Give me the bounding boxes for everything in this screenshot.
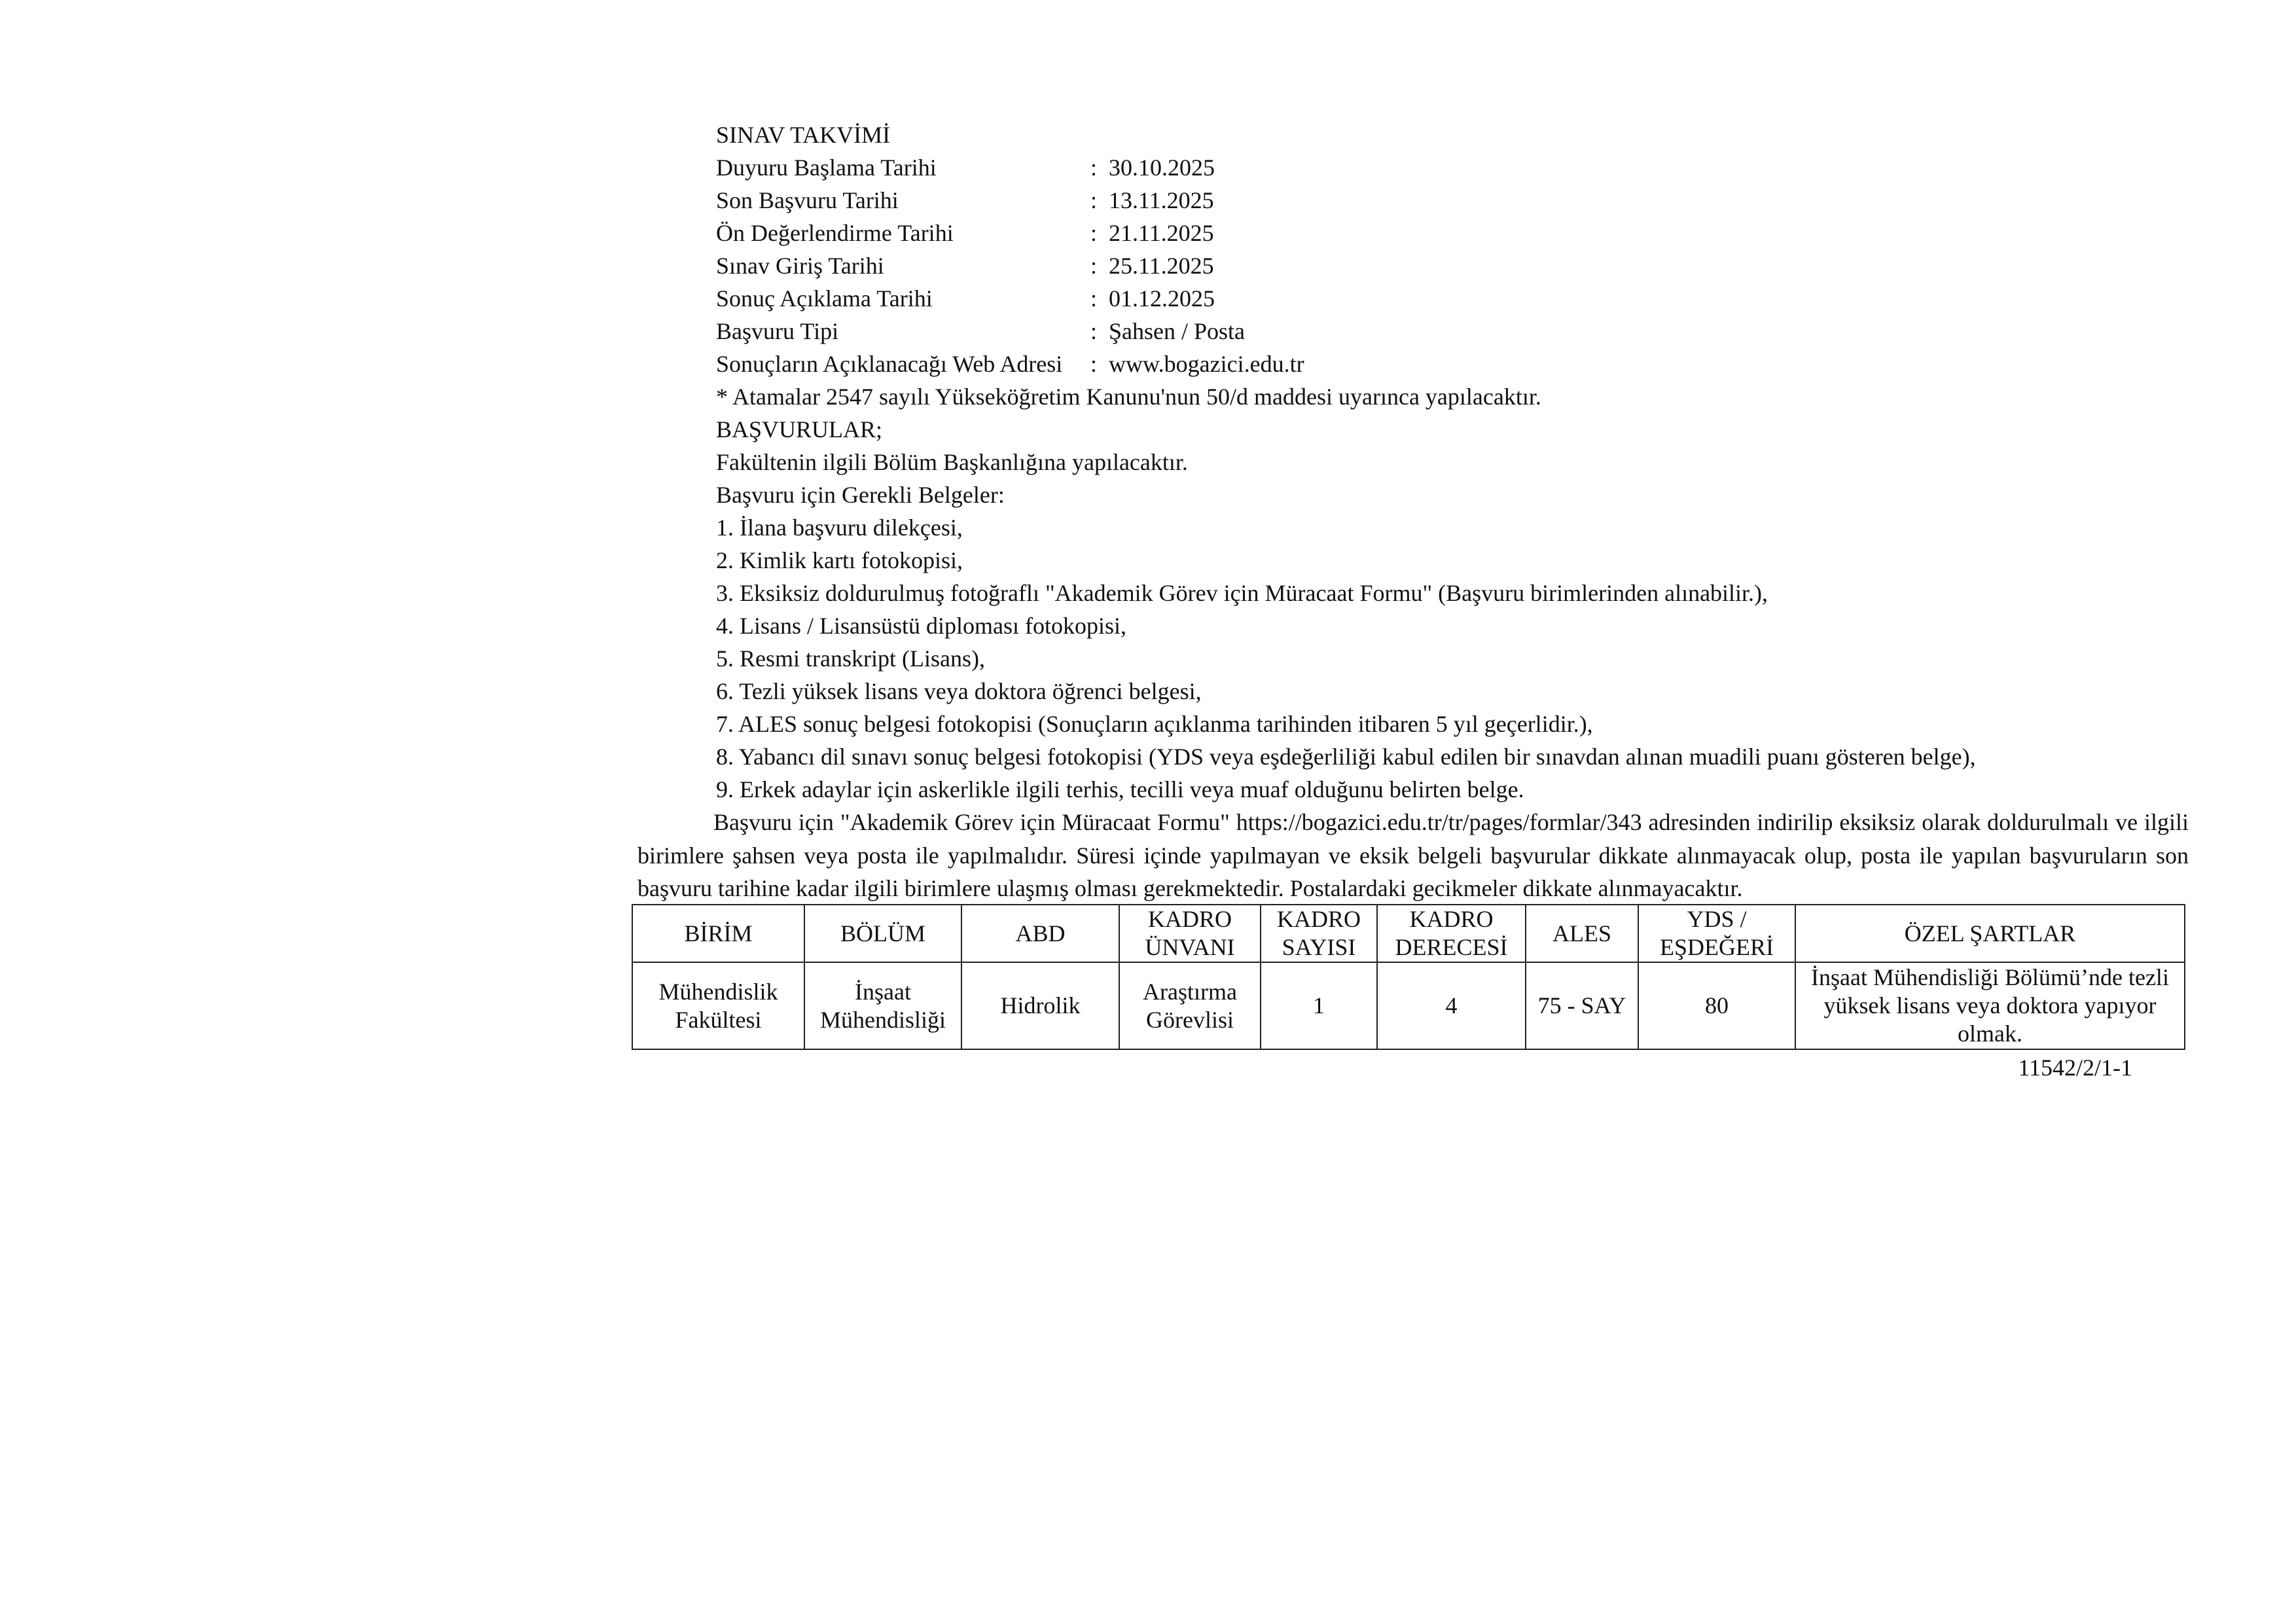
cell-abd: Hidrolik	[961, 962, 1119, 1049]
required-document-item: 1. İlana başvuru dilekçesi,	[716, 514, 963, 541]
results-website-link[interactable]: www.bogazici.edu.tr	[1109, 351, 1304, 377]
appointment-note: * Atamalar 2547 sayılı Yükseköğretim Kanunu'nun 50/d maddesi uyarınca yapılacaktır.	[716, 384, 1541, 410]
required-document-item: 2. Kimlik kartı fotokopisi,	[716, 547, 963, 573]
table-row	[632, 962, 2185, 1049]
applications-where: Fakültenin ilgili Bölüm Başkanlığına yapılacaktır.	[716, 449, 1188, 475]
schedule-separator: :	[1090, 351, 1098, 377]
required-document-item: 6. Tezli yüksek lisans veya doktora öğrenci belgesi,	[716, 678, 1202, 704]
header-birim: BİRİM	[632, 905, 804, 962]
application-instructions-paragraph: Başvuru için "Akademik Görev için Müracaat Formu" https://bogazici.edu.tr/tr/pages/formlar/343 adresinden indirilip eksiksiz olarak doldurulmalı ve ilgili birimlere şahsen veya posta ile yapılmalıdır. Süresi içinde yapılmayan ve eksik belgeli başvurular dikkate alınmayacak olup, posta ile yapılan başvuruların son başvuru tarihine kadar ilgili birimlere ulaşmış olması gerekmektedir. Postalardaki gecikmeler dikkate alınmayacaktır.	[637, 809, 2189, 901]
header-ozel-sartlar: ÖZEL ŞARTLAR	[1795, 905, 2185, 962]
header-ales: ALES	[1526, 905, 1638, 962]
schedule-label: Ön Değerlendirme Tarihi	[716, 220, 954, 246]
schedule-value: Şahsen / Posta	[1109, 318, 1246, 344]
cell-ozel-sartlar: İnşaat Mühendisliği Bölümü’nde tezli yüksek lisans veya doktora yapıyor olmak.	[1795, 962, 2185, 1049]
applications-heading: BAŞVURULAR;	[716, 416, 883, 442]
required-document-item: 5. Resmi transkript (Lisans),	[716, 645, 985, 672]
schedule-value: 13.11.2025	[1109, 187, 1214, 213]
schedule-title: SINAV TAKVİMİ	[716, 122, 891, 148]
required-document-item: 8. Yabancı dil sınavı sonuç belgesi fotokopisi (YDS veya eşdeğerliliği kabul edilen bir sınavdan alınan muadili puanı gösteren belge),	[716, 744, 1976, 770]
cell-ales: 75 - SAY	[1526, 962, 1638, 1049]
cell-kadro-unvani: Araştırma Görevlisi	[1119, 962, 1261, 1049]
schedule-separator: :	[1090, 154, 1098, 181]
header-kadro-derecesi: KADRO DERECESİ	[1377, 905, 1526, 962]
schedule-separator: :	[1090, 318, 1098, 344]
schedule-separator: :	[1090, 220, 1098, 246]
schedule-value: 25.11.2025	[1109, 253, 1214, 279]
announcement-reference-number: 11542/2/1-1	[2018, 1055, 2132, 1081]
schedule-value: 01.12.2025	[1109, 285, 1215, 312]
schedule-value: 30.10.2025	[1109, 154, 1215, 181]
cell-kadro-sayisi: 1	[1261, 962, 1377, 1049]
required-document-item: 3. Eksiksiz doldurulmuş fotoğraflı "Akademik Görev için Müracaat Formu" (Başvuru birimlerinden alınabilir.),	[716, 580, 1768, 606]
schedule-value: 21.11.2025	[1109, 220, 1214, 246]
schedule-label: Duyuru Başlama Tarihi	[716, 154, 937, 181]
header-kadro-sayisi: KADRO SAYISI	[1261, 905, 1377, 962]
schedule-separator: :	[1090, 253, 1098, 279]
required-document-item: 4. Lisans / Lisansüstü diploması fotokopisi,	[716, 613, 1126, 639]
schedule-separator: :	[1090, 285, 1098, 312]
schedule-label: Sonuçların Açıklanacağı Web Adresi	[716, 351, 1063, 377]
schedule-label: Başvuru Tipi	[716, 318, 839, 344]
schedule-label: Sonuç Açıklama Tarihi	[716, 285, 933, 312]
cell-yds-esdegeri: 80	[1638, 962, 1795, 1049]
header-kadro-unvani: KADRO ÜNVANI	[1119, 905, 1261, 962]
cell-kadro-derecesi: 4	[1377, 962, 1526, 1049]
required-document-item: 7. ALES sonuç belgesi fotokopisi (Sonuçların açıklanma tarihinden itibaren 5 yıl geçerlidir.),	[716, 711, 1593, 737]
header-yds-esdegeri: YDS / EŞDEĞERİ	[1638, 905, 1795, 962]
header-abd: ABD	[961, 905, 1119, 962]
schedule-label: Sınav Giriş Tarihi	[716, 253, 884, 279]
cell-bolum: İnşaat Mühendisliği	[804, 962, 961, 1049]
header-bolum: BÖLÜM	[804, 905, 961, 962]
cell-birim: Mühendislik Fakültesi	[632, 962, 804, 1049]
required-documents-heading: Başvuru için Gerekli Belgeler:	[716, 482, 1005, 508]
table-header-row	[632, 905, 2185, 962]
schedule-separator: :	[1090, 187, 1098, 213]
schedule-label: Son Başvuru Tarihi	[716, 187, 899, 213]
position-table	[632, 904, 2185, 1050]
required-document-item: 9. Erkek adaylar için askerlikle ilgili terhis, tecilli veya muaf olduğunu belirten belge.	[716, 776, 1524, 803]
